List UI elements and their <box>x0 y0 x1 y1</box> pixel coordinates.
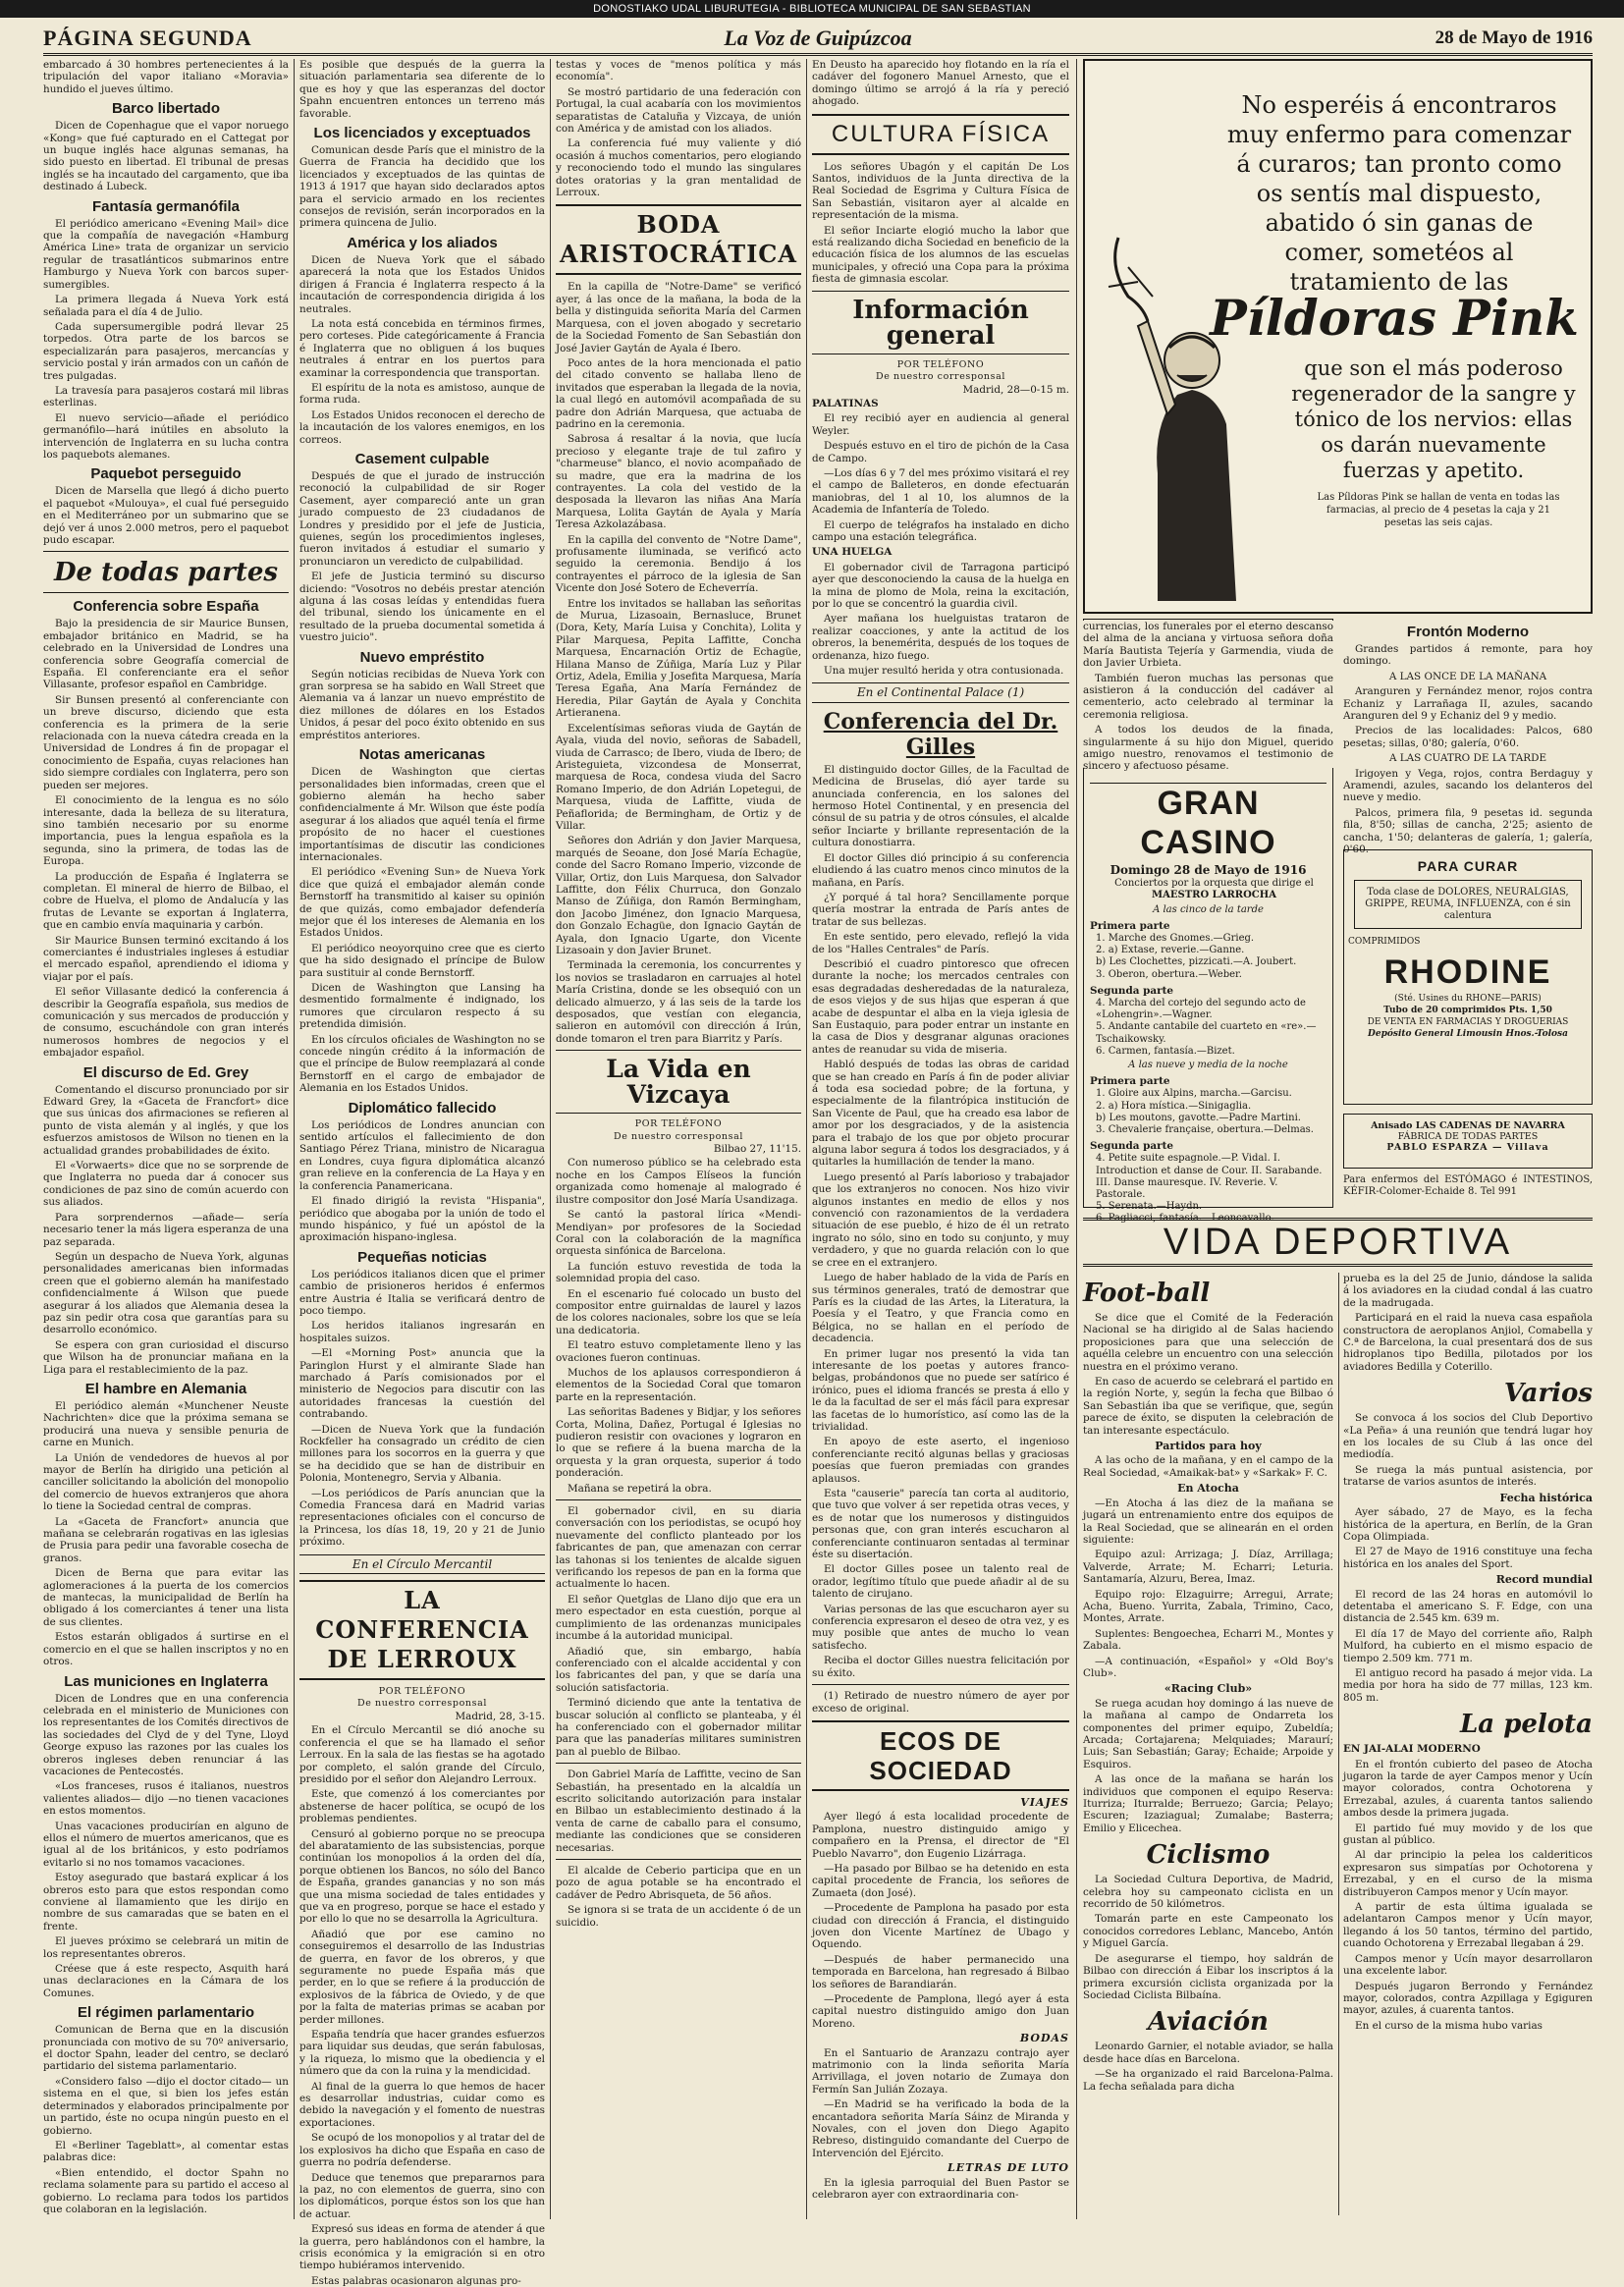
column-rule <box>294 59 295 2219</box>
paragraph: Según un despacho de Nueva York, algunas personalidades americanas bien informadas creen que el gobierno alemán ha manifestado confidencialmente á Wilson que puede asegurar á los aliados que Alemania desea la paz sin pedir otra cosa que garantías para su desarrollo económico. <box>43 1250 289 1336</box>
casino-title: GRAN CASINO <box>1140 785 1276 861</box>
subhead: LETRAS DE LUTO <box>947 2161 1069 2175</box>
headline: Información general <box>852 295 1029 351</box>
column-3 <box>556 59 801 2219</box>
paragraph: Habló después de todas las obras de caridad que se han creado en París á fin de poder aliviar á toda esa sociedad pobre; de la fortuna, y especialmente de la filantrópica institución de San Vicente de Paul, que ha creado esa labor de amor por los desgraciados, y de la asistencia para el trabajo de los que por objeto procurar alguna labor segura á todos los desgraciados, y á quitarles la humillación de tender la mano. <box>812 1059 1069 1169</box>
paragraph: prueba es la del 25 de Junio, dándose la salida á los aviadores en la ciudad condal á las cuatro de la madrugada. <box>1343 1273 1593 1309</box>
paragraph: En el escenario fué colocado un busto del compositor entre guirnaldas de laurel y lazos de los colores nacionales, sobre los que se leía una dedicatoria. <box>556 1287 801 1336</box>
paragraph: Después de que el jurado de instrucción reconoció la culpabilidad de sir Roger Casement, ayer compareció ante un gran jurado compuesto de 23 ciudadanos de Londres y presidido por el jefe de Justicia, quienes, según los procedimientos ingleses, fueron invitados á estudiar el sumario y pronunciaron un veredicto de culpabilidad. <box>299 469 545 568</box>
paragraph: El señor Inciarte elogió mucho la labor que está realizando dicha Sociedad en beneficio de la educación física de los alumnos de las escuelas municipales, y ofreció una Copa para la próxima fiesta de gimnasia escolar. <box>812 224 1069 286</box>
program-item: 3. Chevalerie française, obertura.—Delmas. <box>1096 1124 1314 1136</box>
rhodine-indications: Toda clase de DOLORES, NEURALGIAS, GRIPPE, REUMA, INFLUENZA, con é sin calentura <box>1354 880 1582 929</box>
headline: Los licenciados y exceptuados <box>313 125 531 142</box>
paragraph: Se cantó la pastoral lírica «Mendi-Mendiyan» por profesores de la Sociedad Coral con la colaboración de la magnífica orquesta sinfónica de Barcelona. <box>556 1209 801 1258</box>
program-item: 5. Serenata.—Haydn. <box>1096 1201 1203 1213</box>
paragraph: Para sorprendernos —añade— sería necesario tener la más ligera esperanza de una paz separada. <box>43 1211 289 1248</box>
paragraph: El jueves próximo se celebrará un mitin de los representantes obreros. <box>43 1935 289 1960</box>
paragraph: Participará en el raid la nueva casa española constructora de aeroplanos Anjiol, Comabella y C.ª de Barcelona, la cual presentará dos de sus hidroplanos tipo Bedilla, pilotados por los aviadores Bedilla y Coterillo. <box>1343 1312 1593 1373</box>
paragraph: Luego de haber hablado de la vida de París en sus términos generales, trató de demostrar que París es la ciudad de las Artes, la Literatura, la Poesía y el Teatro, y que Francia como en Bélgica, no se hallan en el período de decadencia. <box>812 1272 1069 1345</box>
paragraph: En la capilla del convento de "Notre Dame", profusamente iluminada, se verificó acto seguido la ceremonia. Bendijo á los contrayentes el párroco de la iglesia de San Vicente don José Sotero de Echeverría. <box>556 533 801 595</box>
casino-director: MAESTRO LARROCHA <box>1152 890 1276 901</box>
paragraph: En la capilla de "Notre-Dame" se verificó ayer, á las once de la mañana, la boda de la bella y distinguida señorita María del Carmen Marquesa, con el joven abogado y secretario de la Sociedad Fomento de San Sebastián don José Javier Gaytán de Ayala é Ibero. <box>556 281 801 354</box>
section-heading: De todas partes <box>53 558 279 588</box>
paragraph: Comunican de Berna que en la discusión pronunciada con motivo de su 70º aniversario, el doctor Spahn, leader del centro, se declaró partidario del sistema parlamentario. <box>43 2024 289 2073</box>
paragraph: Suplentes: Bengoechea, Echarri M., Montes y Zabala. <box>1083 1627 1333 1653</box>
paragraph: Grandes partidos á remonte, para hoy domingo. <box>1343 643 1593 668</box>
paragraph: Los periódicos italianos dicen que el primer cambio de prisioneros heridos é enfermos entre Austria é Italia se verificará dentro de poco tiempo. <box>299 1268 545 1317</box>
paragraph: —Los días 6 y 7 del mes próximo visitará el rey el campo de Balleteros, en donde efectuarán maniobras, del 1 al 10, los alumnos de la Academia de Infantería de Toledo. <box>812 466 1069 517</box>
paragraph: El teatro estuvo completamente lleno y las ovaciones fueron continuas. <box>556 1339 801 1364</box>
paragraph: Sabrosa á resaltar á la novia, que lucía precioso y elegante traje de tul zafiro y "charmeuse" blanco, el novio acompañado de su madre, que era la madrina de los contrayentes. La cola del vestido de la desposada la llevaron las niñas Ana María Marquesa, Lolita Gaytán de Ayala y María Teresa Azkolazábasa. <box>556 433 801 531</box>
paragraph: Se mostró partidario de una federación con Portugal, la cual acabaría con los movimientos separatistas de Cataluña y Vizcaya, de unión con América y de amistad con los aliados. <box>556 85 801 136</box>
rhodine-tube: Tubo de 20 comprimidos Pts. 1,50 <box>1383 1006 1552 1015</box>
paragraph: A LAS ONCE DE LA MAÑANA <box>1388 670 1547 682</box>
funeral-note <box>1083 621 1333 773</box>
headline: Casement culpable <box>354 450 490 467</box>
dateline: Bilbao 27, 11'15. <box>713 1143 801 1156</box>
headline: Diplomático fallecido <box>348 1099 497 1116</box>
session-time: A las nueve y media de la noche <box>1128 1060 1288 1071</box>
paragraph: —Se ha organizado el raid Barcelona-Palma. La fecha señalada para dicha <box>1083 2068 1333 2093</box>
subhead: BODAS <box>1019 2032 1069 2045</box>
headline: América y los aliados <box>347 234 498 251</box>
program-part: Segunda parte <box>1090 984 1173 997</box>
paragraph: En Deusto ha aparecido hoy flotando en la ría el cadáver del fogonero Manuel Arnesto, que el domingo último se arrojó á la ría y pereció ahogado. <box>812 59 1069 108</box>
vida-deportiva-banner: VIDA DEPORTIVA <box>1083 1218 1593 1267</box>
paragraph: El periódico americano «Evening Mail» dice que la compañía de navegación «Hamburg América Line» trata de organizar un servicio regular de trasatlánticos submarinos entre Hamburgo y Nueva York con barcos super-sumergibles. <box>43 217 289 291</box>
paragraph: Una mujer resultó herida y otra contusionada. <box>824 665 1064 678</box>
paragraph: El doctor Gilles posee un talento real de orador, legítimo título que puede añadir al de su talento de cirujano. <box>812 1563 1069 1601</box>
program-item: 1. Gloire aux Alpins, marcha.—Garcisu. <box>1096 1088 1292 1100</box>
headline: Paquebot perseguido <box>90 465 242 483</box>
paragraph: El señor Quetglas de Llano dijo que era un mero espectador en esta cuestión, porque al cumplimiento de las ordenanzas municipales incumbe á la autoridad municipal. <box>556 1593 801 1643</box>
byline: De nuestro corresponsal <box>613 1130 743 1142</box>
headline: El discurso de Ed. Grey <box>82 1063 249 1081</box>
subhead: UNA HUELGA <box>812 546 893 559</box>
headline: Barco libertado <box>111 100 221 118</box>
paragraph: testas y voces de "menos política y más economía". <box>556 59 801 83</box>
section-label: En el Círculo Mercantil <box>299 1554 545 1574</box>
column-rule <box>1076 59 1077 2219</box>
paragraph: El jefe de Justicia terminó su discurso diciendo: "Vosotros no debéis prestar atención alguna á las cosas leídas y entendidas fuera del tribunal, siendo los únicamente en el resultado de la prueba documental sometida á vuestro juicio". <box>299 571 545 644</box>
divider <box>556 1050 801 1051</box>
paragraph: Aranguren y Fernández menor, rojos contra Echaniz y Larrañaga II, azules, sacando Aranguren del 9 y Echaniz del 9 y medio. <box>1343 685 1593 723</box>
paragraph: Al dar principio la pelea los calderiticos expresaron sus simpatías por Ochotorena y Errezabal, y en el curso de la misma distribuyeron Campos menor y Ucín mayor. <box>1343 1849 1593 1898</box>
page-label: PÁGINA SEGUNDA <box>43 26 252 50</box>
paragraph: El doctor Gilles dió principio á su conferencia eludiendo á las cuatro menos cinco minutos de la mañana, en París. <box>812 851 1069 889</box>
column-rule <box>1338 1273 1339 2215</box>
paragraph: En primer lugar nos presentó la vida tan interesante de los poetas y autores franco-belgas, probándonos que no puede ser satírico é irónico, pues el idioma francés se presta á ello y le da la facultad de ser el más fácil para expresar las facetas de lo humorístico, así como las de la trivialidad. <box>812 1347 1069 1433</box>
paragraph: Sir Maurice Bunsen terminó excitando á los comerciantes é industriales ingleses á estudiar el mercado español, aprendiendo el idioma y viajar por el país. <box>43 934 289 983</box>
paragraph: España tendría que hacer grandes esfuerzos para liquidar sus deudas, que serán fabulosas, y la riqueza, lo mismo que la obediencia y el número que da con la ruina y la mendicidad. <box>299 2029 545 2078</box>
headline: La Vida en Vizcaya <box>606 1055 751 1110</box>
program-item: b) Les moutons, gavotte.—Padre Martini. <box>1096 1112 1301 1123</box>
paragraph: El «Berliner Tageblatt», al comentar estas palabras dice: <box>43 2139 289 2164</box>
column-rule <box>550 59 551 2219</box>
sport-heading: Foot-ball <box>1083 1279 1211 1308</box>
subhead: Fecha histórica <box>1499 1491 1593 1504</box>
paragraph: —Procedente de Pamplona, llegó ayer á esta capital nuestro distinguido amigo don Juan Moreno. <box>812 1993 1069 2030</box>
sport-heading: La pelota <box>1460 1710 1593 1740</box>
byline: De nuestro corresponsal <box>356 1698 487 1710</box>
paragraph: El rey recibió ayer en audiencia al general Weyler. <box>812 412 1069 437</box>
footnote: (1) Retirado de nuestro número de ayer por exceso de original. <box>812 1690 1069 1715</box>
program-item: 1. Marche des Gnomes.—Grieg. <box>1096 933 1255 945</box>
byline: POR TELÉFONO <box>634 1118 723 1130</box>
paragraph: El señor Villasante dedicó la conferencia á describir la Geografía española, sus medios de comunicación y sus mercados de producción y de consumo, escuchándole con gran interés numerosos hombres de negocios y el embajador español. <box>43 986 289 1060</box>
paragraph: El alcalde de Ceberio participa que en un pozo de agua potable se ha encontrado el cadáver de Pedro Abrisqueta, de 56 años. <box>556 1865 801 1901</box>
headline: BODA ARISTOCRÁTICA <box>556 204 801 275</box>
paragraph: —En Atocha á las diez de la mañana se jugará un entrenamiento entre dos equipos de la Real Sociedad, que se alinearán en el orden siguiente: <box>1083 1497 1333 1546</box>
byline: De nuestro corresponsal <box>875 371 1005 383</box>
ad-intro-text: No esperéis á encontraros muy enfermo para comenzar á curaros; tan pronto como os sentís mal dispuesto, abatido ó sin ganas de comer, sometéos al tratamiento de las <box>1226 91 1572 296</box>
paragraph: En caso de acuerdo se celebrará el partido en la región Norte, y, según la fecha que Bilbao ó San Sebastián iba que se verifique, que, según parece de éxito, se disputen la celebración de tan interesante espectáculo. <box>1083 1376 1333 1437</box>
paragraph: Poco antes de la hora mencionada el patio del citado convento se hallaba lleno de invitados que esperaban la llegada de la novia, la cual llegó en automóvil acompañada de su padre don Adrián Marquesa, que actuaba de padrino en la ceremonia. <box>556 356 801 430</box>
paragraph: En el frontón cubierto del paseo de Atocha jugaron la tarde de ayer Campos menor y Ucín mayor colorados, contra Ochotorena y Errezabal, azules, á cuarenta tantos saliendo ambos desde la primera jugada. <box>1343 1758 1593 1820</box>
paragraph: Estas palabras ocasionaron algunas pro- <box>311 2274 521 2287</box>
paragraph: Dicen de Copenhague que el vapor noruego «Kong» que fué capturado en el Cattegat por un buque inglés hace algunas semanas, ha sido puesto en libertad. El tribunal de presas inglés se ha incautado del cargamento, que iba destinado á Lubeck. <box>43 120 289 193</box>
rhodine-depot: Depósito General Limousin Hnos.-Tolosa <box>1368 1029 1568 1039</box>
paragraph: Palcos, primera fila, 9 pesetas id. segunda fila, 8'50; sillas de cancha, 2'25; asiento de cancha, 1'50; delanteras de galería, 1; galería, 0'60. <box>1343 806 1593 856</box>
paragraph: Se espera con gran curiosidad el discurso que Wilson ha de pronunciar mañana en la Liga para el restablecimiento de la paz. <box>43 1338 289 1376</box>
program-item: 6. Pagliacci, fantasía.—Leoncavallo. <box>1096 1213 1274 1225</box>
sport-heading: Aviación <box>1148 2007 1269 2038</box>
program-item: b) Les Clochettes, pizzicati.—A. Joubert. <box>1096 956 1297 968</box>
paragraph: El finado dirigió la revista "Hispania", periódico que abogaba por la unión de todo el mundo hispánico, y fué un apóstol de la aproximación hispano-inglesa. <box>299 1195 545 1244</box>
paragraph: Se convoca á los socios del Club Deportivo «La Peña» á una reunión que tendrá lugar hoy en los locales de su Club á las once del mediodía. <box>1343 1412 1593 1461</box>
paragraph: Ayer llegó á esta localidad procedente de Pamplona, nuestro distinguido amigo y compañero en la Prensa, el director de "El Pueblo Navarro", don Eugenio Lizárraga. <box>812 1811 1069 1860</box>
subhead: «Racing Club» <box>1164 1682 1253 1696</box>
ad-brand-name: Píldoras Pink <box>1210 289 1579 347</box>
paragraph: El gobernador civil de Tarragona participó ayer que desconociendo la causa de la huelga en la mina de plomo de Mola, reina la excitación, por lo que se concentró la guardia civil. <box>812 561 1069 610</box>
paragraph: Don Gabriel María de Laffitte, vecino de San Sebastián, ha presentado en la alcaldía un escrito solicitando autorización para instalar en Bilbao un establecimiento destinado á la venta de carne de caballo para el consumo, mediante las condiciones que se consideren necesarias. <box>556 1769 801 1854</box>
subhead: Partidos para hoy <box>1155 1440 1262 1453</box>
subhead: EN JAI-ALAI MODERNO <box>1343 1743 1481 1756</box>
paragraph: El partido fué muy movido y de los que gustan al público. <box>1343 1822 1593 1847</box>
paragraph: «Los franceses, rusos é italianos, nuestros valientes aliados— dijo —no tienen vacaciones en estos momentos. <box>43 1780 289 1818</box>
cadenas-line: FÁBRICA DE TODAS PARTES <box>1397 1131 1539 1142</box>
paragraph: Excelentísimas señoras viuda de Gaytán de Ayala, viuda del novio, señoras de Sabadell, viuda de Carrasco; de Ibero, viuda de Ibero; de Aristeguieta, vizcondesa de Monserrat, marquesa de Roca, condesa viuda del Sacro Romano Imperio, de don Adrián Lopetegui, de Marquesa, viuda de Laffitte, viuda de Peñaflorida; de Bermingham, de Ortiz y de Villar. <box>556 722 801 832</box>
program-item: 5. Andante cantabile del cuarteto en «re».—Tschaikowsky. <box>1096 1021 1317 1045</box>
paragraph: Muchos de los aplausos correspondieron á elementos de la Sociedad Coral que tomaron parte en la representación. <box>556 1366 801 1403</box>
paragraph: Mañana se repetirá la obra. <box>568 1482 712 1495</box>
headline: Notas americanas <box>358 746 486 764</box>
divider <box>556 1763 801 1764</box>
casino-date: Domingo 28 de Mayo de 1916 <box>1110 863 1307 877</box>
paragraph: Los periódicos de Londres anuncian con sentido artículos el fallecimiento de don Santiago Pérez Triana, ministro de Nicaragua en Londres, cuya figura diplomática alcanzó gran relieve en la conferencia de La Haya y en la conferencia Panamericana. <box>299 1118 545 1192</box>
headline: El hambre en Alemania <box>84 1380 247 1397</box>
paragraph: Después estuvo en el tiro de pichón de la Casa de Campo. <box>812 440 1069 464</box>
paragraph: Equipo rojo: Elzaguirre; Arregui, Arrate; Acha, Bueno. Yurrita, Zabala, Trimino, Caco, Montes, Arrate. <box>1083 1588 1333 1625</box>
program-item: 4. Marcha del cortejo del segundo acto de «Lohengrin».—Wagner. <box>1096 998 1306 1021</box>
column-4 <box>812 59 1069 2219</box>
program-item: 2. a) Hora mística.—Sinigaglia. <box>1096 1100 1252 1112</box>
paragraph: currencias, los funerales por el eterno descanso del alma de la anciana y virtuosa señora doña María Bautista Tejería y Garmendia, viuda de don Javier Urbieta. <box>1083 621 1333 670</box>
paragraph: Al final de la guerra lo que hemos de hacer es desarrollar industrias, cuidar como es debido la navegación y el fomento de nuestras exportaciones. <box>299 2080 545 2129</box>
sport-heading: Ciclismo <box>1146 1840 1271 1871</box>
paragraph: A las once de la mañana se harán los individuos que componen el equipo Reserva: Iturriza; Iturralde; Berruezo; Garcia; Pelayo; Escuren; Izaziagual; Zumalabe; Basterra; Emilio y Elicechea. <box>1083 1773 1333 1834</box>
paragraph: Después jugaron Berrondo y Fernández mayor, colorados, contra Azpillaga y Egiguren mayor, azules, á cuarenta tantos. <box>1343 1980 1593 2017</box>
paragraph: Los señores Ubagón y el capitán De Los Santos, individuos de la Junta directiva de la Real Sociedad de Esgrima y Cultura Física de San Sebastián, visitaron ayer al alcalde en representación de la misma. <box>812 160 1069 222</box>
paragraph: El distinguido doctor Gilles, de la Facultad de Medicina de Bruselas, dió ayer tarde su anunciada conferencia, en los salones del hermoso Hotel Continental, y en presencia del cónsul de su patria y de otros cónsules, el alcalde señor Inciarte y brillante representación de la cultura donostiarra. <box>812 763 1069 849</box>
program-item: 4. Petite suite espagnole.—P. Vidal. I. Introduction et danse de Cour. II. Sarabande. III. Danse mauresque. IV. Reverie. V. Pastorale. <box>1096 1153 1323 1201</box>
paragraph: Luego presentó al París laborioso y trabajador que los extranjeros no conocen. Nos hizo vivir algunos instantes en medio de ellos y nos convenció con razonamientos de la verdadera situación de ese pueblo, é hizo de él un retrato ingrato no sólo, sino en todo su conjunto, y muy verdadero, y que no guarda relación con lo que se cree en el extranjero. <box>812 1171 1069 1269</box>
paragraph: Señores don Adrián y don Javier Marquesa, marqués de Seoane, don José María Echagüe, conde del Sacro Romano Imperio, vizconde de Villar, Ortiz, don Luis Marquesa, don Salvador Laffitte, don Félix Churruca, don Gonzalo Manso de Zúñiga, don Ramón Bermingham, don Jacobo Jiménez, don Ignacio Marquesa, don Gonzalo Echagüe, don Ignacio Gaytán de Ayala, don Ignacio Ugarte, don Vicente Lizasoain y don Javier Brunet. <box>556 835 801 956</box>
paragraph: En el curso de la misma hubo varias <box>1355 2019 1543 2032</box>
column-2 <box>299 59 545 2287</box>
paragraph: También fueron muchas las personas que asistieron á la conducción del cadáver al cementerio, acto celebrado al terminar la ceremonia religiosa. <box>1083 672 1333 721</box>
program-item: 3. Oberon, obertura.—Weber. <box>1096 968 1242 980</box>
section-label: En el Continental Palace (1) <box>812 682 1069 702</box>
sport-heading: Varios <box>1503 1379 1593 1409</box>
subhead: Record mundial <box>1495 1573 1593 1587</box>
paragraph: En los círculos oficiales de Washington no se concede ningún crédito á la información de que el príncipe de Bulow reemplazará al conde Bernstorff en el cargo de embajador de Alemania en los Estados Unidos. <box>299 1033 545 1095</box>
library-banner: DONOSTIAKO UDAL LIBURUTEGIA - BIBLIOTECA MUNICIPAL DE SAN SEBASTIAN <box>0 0 1624 18</box>
paragraph: Se ruega la más puntual asistencia, por tratarse de varios asuntos de interés. <box>1343 1463 1593 1489</box>
paragraph: Es posible que después de la guerra la situación parlamentaria sea diferente de lo que es hoy y que las esperanzas del doctor Spahn encuentren entonces un terreno más favorable. <box>299 59 545 120</box>
ad-price-text: Las Píldoras Pink se hallan de venta en todas las farmacias, al precio de 4 pesetas la caja y 21 pesetas las seis cajas. <box>1317 492 1560 528</box>
paragraph: En el Círculo Mercantil se dió anoche su conferencia el que se ha llamado el señor Lerroux. En la sala de las fiestas se ha agotado por completo, el salón grande del Círculo, presidido por el señor don Alejandro Lerroux. <box>299 1724 545 1785</box>
paragraph: La conferencia fué muy valiente y dió ocasión á muchos comentarios, pero elogiando y reconociendo todo el mundo las singulares dotes oratorias y la gran mentalidad de Lerroux. <box>556 137 801 199</box>
headline: ECOS DE SOCIEDAD <box>812 1720 1069 1791</box>
headline: Pequeñas noticias <box>357 1248 487 1266</box>
headline: Fantasía germanófila <box>91 197 241 215</box>
pink-pills-advertisement <box>1083 59 1593 614</box>
paragraph: El periódico neoyorquino cree que es cierto que ha sido designado el príncipe de Bulow para sustituir al conde Bernstorff. <box>299 942 545 979</box>
paragraph: Terminó diciendo que ante la tentativa de buscar solución al conflicto se planteaba, y él ha conferenciado con el gobernador militar para que las panaderías militares suministren pan al pueblo de Bilbao. <box>556 1697 801 1758</box>
paragraph: Tomarán parte en este Campeonato los conocidos corredores Leblanc, Mancebo, Antón y Miguel García. <box>1083 1913 1333 1950</box>
paragraph: Leonardo Garnier, el notable aviador, se halla desde hace días en Barcelona. <box>1083 2041 1333 2065</box>
paragraph: Dicen de Londres que en una conferencia celebrada en el ministerio de Municiones con los representantes de los Comités directivos de las sociedades del Clyd de y del Tyne, Lloyd George expuso las razones por las cuales los obreros ingleses deben renunciar á las vacaciones de Pentecostés. <box>43 1692 289 1777</box>
paragraph: Describió el cuadro pintoresco que ofrecen durante la noche; los mercados centrales con esas degradadas desheredadas de la naturaleza, de esos viejos y de sus hijas que esperan á que acabe de despuntar el alba en la vieja iglesia de San Eustaquio, para poder entrar un instante en la casa de Dios y desgranar algunas oraciones antes de reanudar su vida de miseria. <box>812 957 1069 1056</box>
paragraph: Irigoyen y Vega, rojos, contra Berdaguy y Aramendi, azules, sacando los delanteros del nueve y medio. <box>1343 767 1593 804</box>
paragraph: Sir Bunsen presentó al conferenciante con un breve discurso, diciendo que esta conferencia es la primera de la serie relacionada con la nueva cátedra creada en la Universidad de Londres á fin de propagar el conocimiento de España, cuyas relaciones han sido siempre cordiales con Inglaterra, pero son pueden ser mejores. <box>43 693 289 791</box>
paragraph: El antiguo record ha pasado á mejor vida. La media por hora ha sido de 77 millas, 123 km. 805 m. <box>1343 1666 1593 1704</box>
paragraph: El día 17 de Mayo del corriente año, Ralph Mulford, ha cubierto en el mismo espacio de tiempo 2.509 km. 771 m. <box>1343 1627 1593 1664</box>
paragraph: La primera llegada á Nueva York está señalada para el día 4 de Julio. <box>43 294 289 318</box>
divider <box>812 291 1069 292</box>
subhead: VIAJES <box>1020 1795 1069 1809</box>
paragraph: Estos estarán obligados á surtirse en el comercio en el que se hallen inscriptos y no en otros. <box>43 1631 289 1668</box>
paragraph: La producción de España é Inglaterra se completan. El mineral de hierro de Bilbao, el cobre de Huelva, el plomo de Andalucía y las frutas de Levante se exportan á Inglaterra, que en cambio envía maquinaria y carbón. <box>43 870 289 932</box>
paragraph: Créese que á este respecto, Asquith hará unas declaraciones en la Cámara de los Comunes. <box>43 1963 289 1999</box>
headline: Nuevo empréstito <box>359 648 485 666</box>
paragraph: —El «Morning Post» anuncia que la Paringlon Hurst y el almirante Slade han marchado á París comisionados por el ministerio de Negocios para discutir con las autoridades francesas la cuestión del contrabando. <box>299 1347 545 1421</box>
paragraph: La travesía para pasajeros costará mil libras esterlinas. <box>43 384 289 409</box>
paragraph: Los Estados Unidos reconocen el derecho de la incautación de los valores enemigos, en los correos. <box>299 408 545 446</box>
byline: POR TELÉFONO <box>378 1686 466 1698</box>
paragraph: Censuró al gobierno porque no se preocupa del abaratamiento de las subsistencias, porque continúan los monopolios á la orden del día, porque obtienen los Bancos, no sólo del Banco de España, grandes ganancias y no son más que una misma sociedad de tales entidades y que va en progreso, porque se hace el estado y por ello lo que no se desarrolla la Agricultura. <box>299 1827 545 1926</box>
paragraph: La función estuvo revestida de toda la solemnidad propia del caso. <box>556 1260 801 1285</box>
casino-subtitle: Conciertos por la orquesta que dirige el <box>1114 878 1314 890</box>
paragraph: Ayer sábado, 27 de Mayo, es la fecha histórica de la apertura, en Berlín, de la Gran Copa Olimpiada. <box>1343 1506 1593 1543</box>
fronton-moderno-notice <box>1343 619 1593 859</box>
paragraph: Se ruega acudan hoy domingo á las nueve de la mañana al campo de Ondarreta los componentes del primer equipo, Zubeldía; Arcada; Cortajarena; Melquiades; Maraurí; Luis; San Sebastián; Garay; Echaide; Arpoide y Esquiros. <box>1083 1697 1333 1770</box>
paragraph: A LAS CUATRO DE LA TARDE <box>1388 752 1547 765</box>
headline: CULTURA FÍSICA <box>812 114 1069 155</box>
subhead: PALATINAS <box>812 397 879 409</box>
paragraph: «Bien entendido, el doctor Spahn no reclama solamente para su partido el acceso al gobierno. Lo reclama para todos los partidos que colaboran en la legislación. <box>43 2166 289 2215</box>
masthead <box>43 24 1593 56</box>
paragraph: En apoyo de este aserto, el ingenioso conferenciante recitó algunas bellas y graciosas poesías que fueron premiadas con grandes aplausos. <box>812 1436 1069 1485</box>
paragraph: —Los periódicos de París anuncian que la Comedia Francesa dará en Madrid varias representaciones oficiales con el concurso de la Princesa, los días 18, 19, 20 y 21 de Junio próximo. <box>299 1487 545 1549</box>
program-item: 6. Carmen, fantasía.—Bizet. <box>1096 1045 1235 1057</box>
paper-name: La Voz de Guipúzcoa <box>724 26 912 50</box>
cadenas-advertisement <box>1343 1114 1593 1169</box>
paragraph: Bajo la presidencia de sir Maurice Bunsen, embajador británico en Madrid, se ha celebrado en la Universidad de Londres una conferencia sobre Geografía comercial de España. El conferenciante era el señor Villasante, profesor español en Cambridge. <box>43 618 289 691</box>
headline: El régimen parlamentario <box>77 2004 255 2022</box>
paragraph: Se dice que el Comité de la Federación Nacional se ha dirigido al de Salas haciendo proposiciones para que una selección de aquélla celebre un encuentro con una selección nuestra en el próximo verano. <box>1083 1312 1333 1373</box>
paragraph: Precios de las localidades: Palcos, 680 pesetas; sillas, 0'80; galería, 0'60. <box>1343 725 1593 749</box>
paragraph: «Considero falso —dijo el doctor citado— un sistema en el que, si bien los jefes están determinados y elaborados principalmente por un partido, éste no ocupa ningún puesto en el gobierno. <box>43 2075 289 2137</box>
paragraph: El periódico «Evening Sun» de Nueva York dice que quizá el embajador alemán conde Bernstorff ha transmitido al kaiser su opinión de que quizás, como embajador defendería mejor que él los intereses de Alemania en los Estados Unidos. <box>299 866 545 940</box>
session-time: A las cinco de la tarde <box>1153 903 1264 915</box>
paragraph: Comentando el discurso pronunciado por sir Edward Grey, la «Gaceta de Francfort» dice que sus únicas dos afirmaciones se refieren al punto de vista alemán y al inglés, y que los esfuerzos amistosos de Wilson no tienen en la actualidad grandes probabilidades de éxito. <box>43 1083 289 1157</box>
program-part: Segunda parte <box>1090 1140 1173 1153</box>
paragraph: Esta "causerie" parecía tan corta al auditorio, que tuvo que volver á ser repetida otras veces, y es de notar que los numerosos y distinguidos personas que, con gran interés escucharon al conferenciante continuaron sentadas al terminar éste su disertación. <box>812 1488 1069 1561</box>
subhead: En Atocha <box>1177 1482 1239 1496</box>
paragraph: Campos menor y Ucín mayor desarrollaron una excelente labor. <box>1343 1952 1593 1978</box>
paragraph: El nuevo servicio—añade el periódico germanófilo—hará inútiles en absoluto la intervención de Inglaterra en su lucha contra los paquebots alemanes. <box>43 411 289 461</box>
paragraph: El 27 de Mayo de 1916 constituye una fecha histórica en los anales del Sport. <box>1343 1546 1593 1570</box>
paragraph: —Dicen de Nueva York que la fundación Rockfeller ha consagrado un crédito de cien millones para los socorros en la guerra y que se ha decidido que se han de distribuir en Polonia, Montenegro, Servia y Albania. <box>299 1423 545 1485</box>
paragraph: Expresó sus ideas en forma de atender á que la guerra, pero hablándonos con el hambre, la crisis económica y la emigración si en otro tiempo hubiéramos intervenido. <box>299 2223 545 2272</box>
paragraph: Añadió que, sin embargo, había conferenciado con el alcalde accidental y con los fabricantes del pan, y que se daría una solución satisfactoria. <box>556 1645 801 1694</box>
paragraph: El conocimiento de la lengua es no sólo interesante, dada la belleza de su literatura, sino también necesario por su enorme importancia, pues la lengua española es la segunda, sino la primera, de todas las de Europa. <box>43 794 289 868</box>
headline: Las municiones en Inglaterra <box>64 1672 268 1690</box>
paragraph: Terminada la ceremonia, los concurrentes y los novios se trasladaron en carruajes al hotel María Cristina, donde se les obsequió con un delicado almuerzo, y á las seis de la tarde los desposados, que vestían con elegancia, salieron en automóvil con dirección á Irún, donde tomaron el tren para Biarritz y París. <box>556 959 801 1045</box>
rhodine-maker: (Sté. Usines du RHONE—PARIS) <box>1394 994 1542 1004</box>
rhodine-heading: PARA CURAR <box>1417 858 1519 874</box>
paragraph: Con numeroso público se ha celebrado esta noche en los Campos Elíseos la función organizada como homenaje al malogrado é ilustre compositor don José María Usandizaga. <box>556 1157 801 1206</box>
paragraph: Se ignora si se trata de un accidente ó de un suicidio. <box>556 1904 801 1929</box>
rhodine-name: RHODINE <box>1383 953 1552 991</box>
paragraph: Equipo azul: Arrizaga; J. Díaz, Arrillaga; Valverde, Arrate; M. Echarri; Leturia. Santamaría, Alzuru, Berea, Imaz. <box>1083 1549 1333 1586</box>
paragraph: El record de las 24 horas en automóvil lo detentaba el americano S. F. Edge, con una distancia de 2.545 km. 639 m. <box>1343 1588 1593 1625</box>
paragraph: Dicen de Washington que ciertas personalidades bien informadas, creen que el gobierno alemán ha hecho saber confidencialmente á Mr. Wilson que éste podía asegurar á los aliados que aquél tenía el firme propósito de no hacer el cuestiones importantísimas de discutir las condiciones internacionales. <box>299 766 545 863</box>
paragraph: ¿Y porqué á tal hora? Sencillamente porque quería mostrar la entrada de París antes de tratar de sus bellezas. <box>812 891 1069 928</box>
divider <box>556 1499 801 1500</box>
paragraph: La Sociedad Cultura Deportiva, de Madrid, celebra hoy su campeonato ciclista en un recorrido de 50 kilómetros. <box>1083 1874 1333 1911</box>
rhodine-advertisement <box>1343 849 1593 1105</box>
dateline: Madrid, 28, 3-15. <box>455 1710 545 1722</box>
kefir-notice: Para enfermos del ESTÓMAGO é INTESTINOS, KÉFIR-Colomer-Echaide 8. Tel 991 <box>1343 1174 1593 1197</box>
ad-pitch-text: que son el más poderoso regenerador de la sangre y tónico de los nervios: ellas os darán nuevamente fuerzas y apetito. <box>1291 356 1576 482</box>
paragraph: Dicen de Nueva York que el sábado aparecerá la nota que los Estados Unidos dirigen á Francia é Inglaterra respecto á la incautación de correspondencia dirigida á los neutrales. <box>299 253 545 315</box>
paragraph: A partir de esta última igualada se adelantaron Campos menor y Ucín mayor, llegando á los 50 tantos, término del partido, cuando Ochotorena y Errezabal llegaban á 29. <box>1343 1901 1593 1950</box>
paragraph: A las ocho de la mañana, y en el campo de la Real Sociedad, «Amaikak-bat» y «Sarkak» F. C. <box>1083 1454 1333 1479</box>
paragraph: —A continuación, «Español» y «Old Boy's Club». <box>1083 1655 1333 1679</box>
sports-column-2 <box>1343 1273 1593 2215</box>
paragraph: Las señoritas Badenes y Bidjar, y los señores Corta, Molina, Dañez, Portugal é Iglesias no pudieron resistir con ovaciones y lograron en lo que se refiere á la buena marcha de la orquesta y la gran orquesta, superior á todo ponderación. <box>556 1406 801 1480</box>
paragraph: Varias personas de las que escucharon ayer su conferencia expresaron el deseo de otra vez, y es muy posible que antes de mucho lo vean satisfecho. <box>812 1603 1069 1652</box>
paragraph: El cuerpo de telégrafos ha instalado en dicho campo una estación telegráfica. <box>812 518 1069 543</box>
divider <box>43 551 289 552</box>
paragraph: —En Madrid se ha verificado la boda de la encantadora señorita María Sáinz de Miranda y Novales, con el joven don Diego Agapito Rebreso, distinguido comandante del Cuerpo de Intervención del Ejército. <box>812 2098 1069 2159</box>
paragraph: embarcado á 30 hombres pertenecientes á la tripulación del vapor italiano «Moravia» hundido el jueves último. <box>43 59 289 95</box>
cadenas-line: Anisado LAS CADENAS DE NAVARRA <box>1371 1120 1565 1131</box>
paragraph: En el Santuario de Aranzazu contrajo ayer matrimonio con la linda señorita María Arrivillaga, el joven notario de Zumaya don Fermín San Julián Zozaya. <box>812 2046 1069 2096</box>
paragraph: El gobernador civil, en su diaria conversación con los periodistas, se ocupó hoy nuevamente del conflicto planteado por los fabricantes de pan, que amenazan con cerrar las tahonas si los tenientes de alcalde siguen verificando los repesos de pan en la forma que actualmente lo hacen. <box>556 1505 801 1591</box>
paragraph: Comunican desde París que el ministro de la Guerra de Francia ha decidido que los licenciados y exceptuados de las quintas de 1913 á 1917 que hayan sido declarados aptos para el servicio armado en los recientes consejos de revisión, serán incorporados en la primera quincena de Julio. <box>299 144 545 230</box>
paragraph: Estoy asegurado que bastará explicar á los obreros esto para que estos respondan como conviene al llamamiento que les dirijo en nombre de sus camaradas que se baten en el frente. <box>43 1872 289 1933</box>
paragraph: La nota está concebida en términos firmes, pero corteses. Pide categóricamente á Francia é Inglaterra que no obliguen á los buques neutrales á entrar en los puertos para examinar la correspondencia que transportan. <box>299 317 545 379</box>
divider <box>812 1684 1069 1685</box>
divider <box>556 1113 801 1114</box>
paragraph: Cada supersumergible podrá llevar 25 torpedos. Otra parte de los barcos se especializarán para pasajeros, mercancías y servicio postal y irán armados con un cañón de tres pulgadas. <box>43 320 289 382</box>
program-item: 2. a) Extase, reverie.—Ganne. <box>1096 945 1245 956</box>
headline: LA CONFERENCIA DE LERROUX <box>299 1580 545 1680</box>
paragraph: Entre los invitados se hallaban las señoritas de Murua, Lizasoain, Bernasluce, Brunet (Dora, Kety, María Luisa y Conchita), Lolita y Pilar Marquesa, Pepita Laffitte, Concha Marquesa, Encarnación Ortiz de Echagüe, Hilana Manso de Zúñiga, María Luz y Pilar Ortiz, Adela, Emilia y Josefita Marquesa, María Teresa Egaña, Ana María Fernández de Heredia, Pilar Gaytán de Ayala y Conchita Artieranena. <box>556 597 801 720</box>
paragraph: El espíritu de la nota es amistoso, aunque de forma ruda. <box>299 381 545 407</box>
paragraph: La Unión de vendedores de huevos al por mayor de Berlín ha dirigido una petición al canciller solicitando la abolición del monopolio del comercio de huevos extranjeros que ahora lo tiene la Sociedad central de compras. <box>43 1451 289 1513</box>
paragraph: El «Vorwaerts» dice que no se sorprende de que Inglaterra no pueda dar á conocer sus condiciones de paz sino de común acuerdo con sus aliados. <box>43 1160 289 1209</box>
paragraph: —Después de haber permanecido una temporada en Barcelona, han regresado á Bilbao los señores de Barandiarán. <box>812 1953 1069 1990</box>
divider <box>43 592 289 593</box>
paragraph: En este sentido, pero elevado, reflejó la vida de los "Halles Centrales" de París. <box>812 931 1069 955</box>
paragraph: Dicen de Washington que Lansing ha desmentido formalmente é indignado, los rumores que circularon respecto á su pretendida dimisión. <box>299 982 545 1031</box>
headline: Conferencia del Dr. Gilles <box>823 708 1058 760</box>
column-1 <box>43 59 289 2219</box>
paragraph: Añadió que por ese camino no conseguiremos el desarrollo de las Industrias de guerra, en favor de los obreros, y que seguramente no puede España más que perder, en lo que se refiere á la producción de explosivos de la fábrica de Oviedo, y de que por la falta de materias primas se acaban por perder millones. <box>299 1928 545 2026</box>
paragraph: Deduce que tenemos que prepararnos para la paz, no con elementos de guerra, sino con los diplomáticos, porque éstos son los que han de actuar. <box>299 2171 545 2220</box>
dateline: Madrid, 28—0-15 m. <box>962 383 1069 396</box>
rhodine-sale: DE VENTA EN FARMACIAS Y DROGUERIAS <box>1367 1017 1569 1027</box>
divider <box>556 1859 801 1860</box>
paragraph: Este, que comenzó á los comerciantes por abstenerse de hacer política, se ocupó de los problemas pendientes. <box>299 1788 545 1825</box>
headline: Frontón Moderno <box>1406 624 1530 640</box>
paragraph: Ayer mañana los huelguistas trataron de realizar coacciones, y ante la actitud de los obreros, la benemérita, después de los toques de ordenanza, hizo fuego. <box>812 613 1069 662</box>
paragraph: A todos los deudos de la finada, singularmente á su hijo don Miguel, querido amigo nuestro, renovamos el testimonio de sincero y afectuoso pésame. <box>1083 724 1333 773</box>
rhodine-comprimidos: COMPRIMIDOS <box>1348 937 1421 947</box>
paragraph: —Procedente de Pamplona ha pasado por esta ciudad con dirección á Francia, el distinguido joven don Vicente Martínez de Ubago y Oquendo. <box>812 1902 1069 1951</box>
paragraph: Se ocupó de los monopolios y al tratar del de los explosivos ha dicho que España en caso de guerra no podría defenderse. <box>299 2132 545 2169</box>
paragraph: Dicen de Marsella que llegó á dicho puerto el paquebot «Mulouya», el cual fué perseguido en el Mediterráneo por un submarino que se dejó ver á unos 2.000 metros, pero el paquebot pudo escapar. <box>43 485 289 546</box>
sports-column-1 <box>1083 1273 1333 2215</box>
cadenas-line: PABLO ESPARZA — Villava <box>1386 1142 1549 1153</box>
paragraph: Dicen de Berna que para evitar las aglomeraciones á la puerta de los comercios de mantecas, la municipalidad de Berlín ha obligado á los comerciantes á tener una lista de sus clientes. <box>43 1567 289 1628</box>
paragraph: Unas vacaciones producirían en alguno de ellos el número de muertos americanos, que es igual al de los británicos, y esto podríamos evitarlo si no nos tomamos vacaciones. <box>43 1820 289 1869</box>
paragraph: Reciba el doctor Gilles nuestra felicitación por su éxito. <box>812 1655 1069 1679</box>
column-rule <box>806 59 807 2219</box>
paragraph: En la iglesia parroquial del Buen Pastor se celebraron ayer con extraordinaria con- <box>812 2176 1069 2202</box>
paragraph: Según noticias recibidas de Nueva York con gran sorpresa se ha sabido en Wall Street que Alemania va á lanzar un nuevo empréstito de diez millones de dólares en los Estados Unidos, á pesar del poco éxito obtenido en sus empréstitos anteriores. <box>299 668 545 741</box>
paragraph: Los heridos italianos ingresarán en hospitales suizos. <box>299 1320 545 1344</box>
paragraph: El periódico alemán «Munchener Neuste Nachrichten» dice que la próxima semana se producirá una nueva y sensible penuria de carne en Munich. <box>43 1399 289 1449</box>
paragraph: La «Gaceta de Francfort» anuncia que mañana se celebrarán rogativas en las iglesias de Prusia para pedir una favorable cosecha de granos. <box>43 1515 289 1564</box>
headline: Conferencia sobre España <box>73 598 259 616</box>
program-part: Primera parte <box>1090 919 1170 932</box>
paragraph: De asegurarse el tiempo, hoy saldrán de Bilbao con dirección á Eibar los inscriptos á la primera excursión ciclista organizada por la Sociedad Ciclista Bilbaína. <box>1083 1952 1333 2001</box>
issue-date: 28 de Mayo de 1916 <box>1435 27 1593 48</box>
byline: POR TELÉFONO <box>896 358 985 370</box>
program-part: Primera parte <box>1090 1075 1170 1088</box>
paragraph: —Ha pasado por Bilbao se ha detenido en esta capital procedente de Francia, los señores de Zumaeta (don José). <box>812 1862 1069 1899</box>
